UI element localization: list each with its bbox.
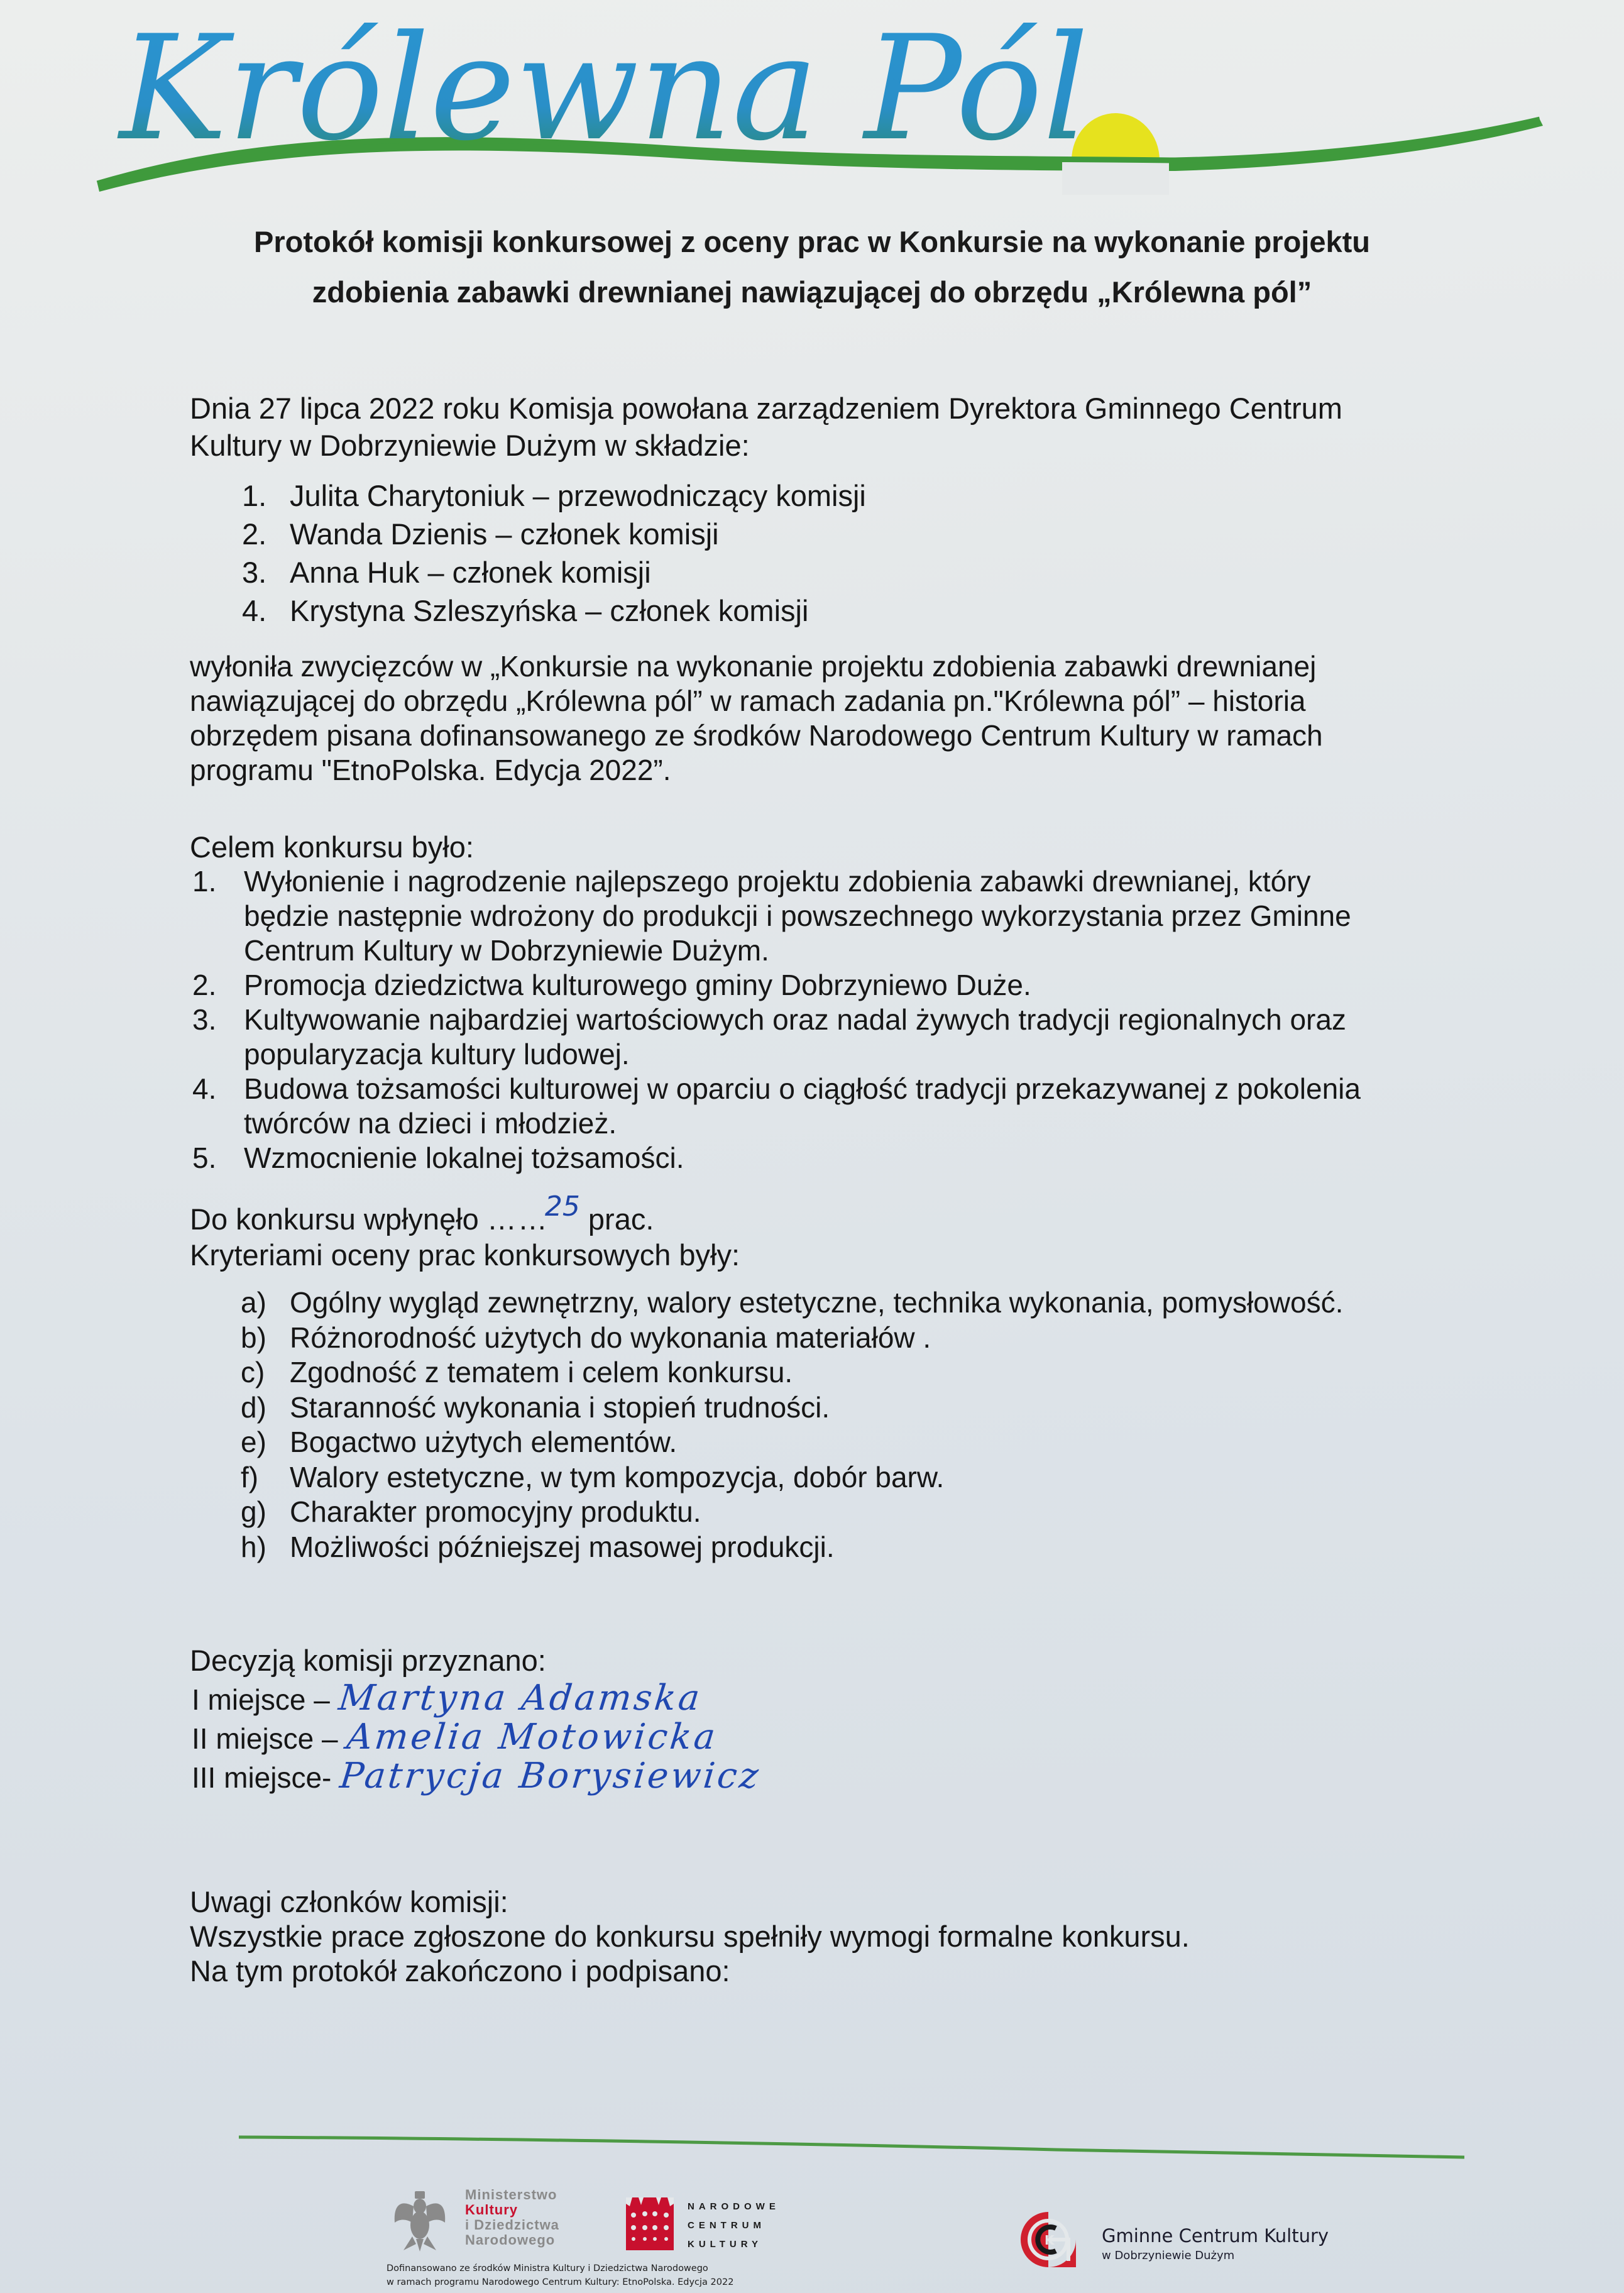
crown-icon (626, 2197, 674, 2250)
paragraph-line: programu "EtnoPolska. Edycja 2022”. (190, 754, 671, 786)
criteria-list (241, 1285, 1343, 1564)
criterion-item: h) Możliwości późniejszej masowej produkcji. (241, 1530, 835, 1563)
goals-list (192, 864, 1481, 1175)
criteria-label: Kryteriami oceny prac konkursowych były: (190, 1238, 740, 1272)
place-label: III miejsce- (192, 1761, 332, 1794)
document-title (126, 217, 1498, 317)
handwritten-winner: Martyna Adamska (336, 1678, 705, 1718)
title-line-2: zdobienia zabawki drewnianej nawiązującej do obrzędu „Królewna pól” (312, 275, 1312, 309)
remarks-label: Uwagi członków komisji: (190, 1885, 508, 1918)
place-first (192, 1680, 761, 1718)
handwritten-winner: Patrycja Borysiewicz (338, 1756, 763, 1796)
criterion-item: a) Ogólny wygląd zewnętrzny, walory estetyczne, technika wykonania, pomysłowość. (241, 1286, 1344, 1319)
remarks-text: Wszystkie prace zgłoszone do konkursu spełniły wymogi formalne konkursu. (190, 1920, 1190, 1953)
decision-label: Decyzją komisji przyznano: (190, 1644, 546, 1677)
criterion-item: g) Charakter promocyjny produktu. (241, 1495, 701, 1528)
criterion-item: f) Walory estetyczne, w tym kompozycja, dobór barw. (241, 1460, 945, 1493)
criterion-item: b) Różnorodność użytych do wykonania materiałów . (241, 1321, 931, 1354)
committee-member: 1. Julita Charytoniuk – przewodniczący komisji (242, 479, 866, 512)
goal-item: 2. Promocja dziedzictwa kulturowego gminy Dobrzyniewo Duże. (192, 969, 1031, 1001)
place-third (192, 1757, 761, 1796)
remarks-section (190, 1884, 1447, 1988)
goal-item: 1. Wyłonienie i nagrodzenie najlepszego projektu zdobienia zabawki drewnianej, który będzie następnie wdrożony do produkcji i powszechnego wykorzystania przez Gminne Centrum Kultury w Dobrzyniewie Dużym. (192, 865, 1351, 967)
winners-paragraph (190, 649, 1446, 788)
submissions-line: Do konkursu wpłynęło ……25 prac. (190, 1190, 654, 1236)
paragraph-line: obrzędem pisana dofinansowanego ze środków Narodowego Centrum Kultury w ramach (190, 719, 1323, 752)
krolewna-pol-logo (94, 13, 1552, 195)
gck-name: Gminne Centrum Kultury (1102, 2225, 1329, 2246)
svg-text:K: K (1045, 2233, 1055, 2248)
criterion-item: e) Bogactwo użytych elementów. (241, 1426, 678, 1458)
place-label: I miejsce – (192, 1683, 330, 1716)
closing-text: Na tym protokół zakończono i podpisano: (190, 1954, 730, 1988)
footer (0, 2162, 1624, 2293)
goals-label: Celem konkursu było: (190, 830, 474, 864)
committee-member: 4. Krystyna Szleszyńska – członek komisji (242, 594, 809, 627)
ministry-logo-text: Ministerstwo Kultury i Dziedzictwa Narodowego (465, 2187, 559, 2248)
goal-item: 3. Kultywowanie najbardziej wartościowych oraz nadal żywych tradycji regionalnych oraz popularyzacja kultury ludowej. (192, 1003, 1346, 1070)
logo-graphic (94, 13, 1552, 195)
funding-note: Dofinansowano ze środków Ministra Kultury i Dziedzictwa Narodowego w ramach programu Narodowego Centrum Kultury: EtnoPolska. Edycja 2022 (387, 2263, 734, 2287)
polish-eagle-icon (391, 2187, 449, 2253)
title-line-1: Protokół komisji konkursowej z oceny prac w Konkursie na wykonanie projektu (253, 225, 1371, 258)
logo-text: Królewna Pól (119, 13, 1089, 173)
criterion-item: d) Staranność wykonania i stopień trudności. (241, 1390, 830, 1424)
gck-logo-icon (1018, 2209, 1078, 2270)
goal-item: 4. Budowa tożsamości kulturowej w oparciu o ciągłość tradycji przekazywanej z pokolenia twórców na dzieci i młodzież. (192, 1072, 1361, 1140)
fill-in-dots: …… (486, 1202, 549, 1236)
paragraph-line: wyłoniła zwycięzców w „Konkursie na wykonanie projektu zdobienia zabawki drewnianej (190, 650, 1317, 683)
committee-member: 3. Anna Huk – członek komisji (242, 556, 651, 589)
handwritten-count: 25 (544, 1190, 580, 1223)
intro-line: Kultury w Dobrzyniewie Dużym w składzie: (190, 429, 750, 462)
intro-paragraph (190, 390, 1447, 464)
gck-subtitle: w Dobrzyniewie Dużym (1102, 2249, 1235, 2262)
place-label: II miejsce – (192, 1722, 338, 1755)
paragraph-line: nawiązującej do obrzędu „Królewna pól” w ramach zadania pn."Królewna pól” – historia (190, 685, 1306, 717)
awarded-places (192, 1680, 761, 1796)
criterion-item: c) Zgodność z tematem i celem konkursu. (241, 1356, 793, 1388)
intro-line: Dnia 27 lipca 2022 roku Komisja powołana zarządzeniem Dyrektora Gminnego Centrum (190, 392, 1342, 425)
committee-member: 2. Wanda Dzienis – członek komisji (242, 517, 719, 551)
footer-divider (239, 2125, 1464, 2162)
handwritten-winner: Amelia Motowicka (344, 1717, 720, 1757)
place-second (192, 1718, 761, 1757)
goal-item: 5. Wzmocnienie lokalnej tożsamości. (192, 1141, 684, 1174)
nck-logo-text: NARODOWE CENTRUM KULTURY (688, 2201, 780, 2250)
committee-list (242, 476, 866, 630)
